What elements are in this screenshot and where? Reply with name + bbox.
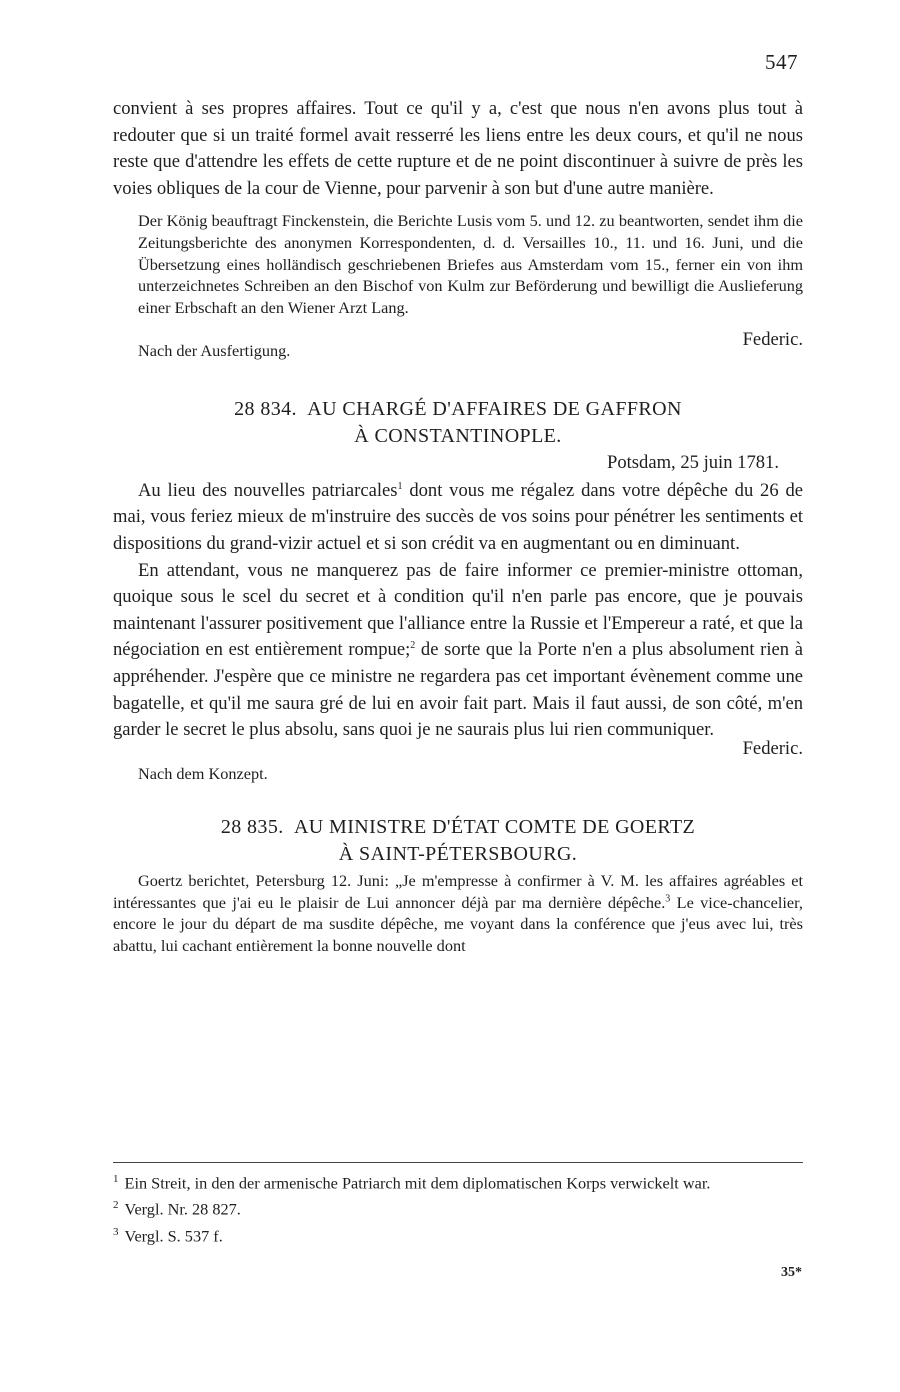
letter-1-paragraph-2-text-b: de sorte que la Porte n'en a plus absolument rien à appréhender. J'espère que ce ministre ne regardera pas cet important évènement comme une bagatelle, et qu'il me saura gré de lui en avoir fait part. Mais il faut aussi, de son côté, m'en garder le secret le plus absolu, sans quoi je ne saurais plus lui rien communiquer.: [113, 639, 803, 741]
letter-2-summary-text-a: Goertz berichtet, Petersburg 12. Juni: „Je m'empresse à confirmer à V. M. les affaires agréables et intéressantes que j'ai eu le plaisir de Lui annoncer déjà par ma dernière dépêche.: [113, 870, 803, 912]
letter-number-1: 28 834.: [234, 397, 297, 420]
footnote-3: [113, 1221, 803, 1247]
footnote-divider: [113, 1162, 803, 1163]
letter-2-summary-text-b: Le vice-chancelier, encore le jour du départ de ma susdite dépêche, me voyant dans la conférence que j'eus avec lui, très abattu, lui cachant entièrement la bonne nouvelle dont: [113, 892, 803, 955]
letter-1-paragraph-2-text-a: En attendant, vous ne manquerez pas de faire informer ce premier-ministre ottoman, quoique sous le scel du secret et à condition qu'il n'en parle pas encore, que je pouvais maintenant l'assurer positivement que l'alliance entre la Russie et l'Empereur a raté, et que la négociation en est entièrement rompue;: [113, 559, 803, 661]
footnote-1: [113, 1168, 803, 1194]
letter-heading-1: [113, 396, 803, 423]
letter-number-2: 28 835.: [220, 815, 284, 838]
footnote-mark-2: 2: [113, 1199, 119, 1212]
letter-heading-2: [113, 814, 803, 841]
letter-title-2-line-2: À SAINT-PÉTERSBOURG.: [338, 842, 578, 865]
footnote-ref-2: 2: [410, 640, 416, 652]
letter-2-summary: [113, 870, 803, 957]
footnote-mark-1: 1: [113, 1173, 119, 1185]
footnote-mark-3: 3: [113, 1225, 119, 1238]
letter-1-paragraph-1-text-b: dont vous me régalez dans votre dépêche du 26 de mai, vous feriez mieux de m'instruire des succès de vos soins pour pénétrer les sentiments et dispositions du grand-vizir actuel et si son crédit va en augmentant ou en diminuant.: [113, 479, 803, 555]
letter-1-paragraph-1: [113, 478, 803, 558]
signature-mark: 35*: [781, 1265, 802, 1280]
footnote-ref-3: 3: [665, 893, 671, 905]
letter-title-2-line-1: AU MINISTRE D'ÉTAT COMTE DE GOERTZ: [293, 815, 696, 838]
signature-2: Federic.: [742, 737, 803, 759]
signature-1: Federic.: [742, 328, 803, 350]
top-paragraph: convient à ses propres affaires. Tout ce qu'il y a, c'est que nous n'en avons plus tout à redouter que si un traité formel avait resserré les liens entre les deux cours, et qu'il ne nous reste que d'attendre les effets de cette rupture et de ne point discontinuer à suivre de près les voies obliques de la cour de Vienne, pour parvenir à son but d'une autre manière.: [113, 98, 803, 199]
footnote-ref-1: 1: [397, 480, 403, 492]
letter-title-1-line-2: À CONSTANTINOPLE.: [354, 424, 562, 447]
source-note-2: Nach dem Konzept.: [138, 763, 268, 783]
footnote-text-2: Vergl. Nr. 28 827.: [124, 1199, 241, 1219]
dateline-1: Potsdam, 25 juin 1781.: [606, 451, 779, 473]
letter-1-paragraph-1-text-a: Au lieu des nouvelles patriarcales: [138, 479, 398, 501]
main-text-block: [113, 96, 803, 957]
letter-1-paragraph-2: [113, 558, 803, 744]
footnote-text-3: Vergl. S. 537 f.: [124, 1226, 223, 1246]
letter-title-1-line-1: AU CHARGÉ D'AFFAIRES DE GAFFRON: [307, 397, 682, 420]
summary-paragraph-1: Der König beauftragt Finckenstein, die Berichte Lusis vom 5. und 12. zu beantworten, sendet ihm die Zeitungsberichte des anonymen Korrespondenten, d. d. Versailles 10., 11. und 16. Juni, und die Übersetzung eines holländisch geschriebenen Briefes aus Amsterdam vom 15., ferner ein von ihm unterzeichnetes Schreiben an den Bischof von Kulm zur Beförderung und bewilligt die Auslieferung einer Erbschaft an den Wiener Arzt Lang.: [138, 211, 803, 318]
footnote-text-1: Ein Streit, in den der armenische Patriarch mit dem diplomatischen Korps verwickelt war.: [124, 1173, 711, 1193]
footnotes: [113, 1168, 803, 1247]
page-number: 547: [765, 50, 798, 74]
source-note-1: Nach der Ausfertigung.: [138, 340, 291, 360]
footnote-2: [113, 1194, 803, 1220]
